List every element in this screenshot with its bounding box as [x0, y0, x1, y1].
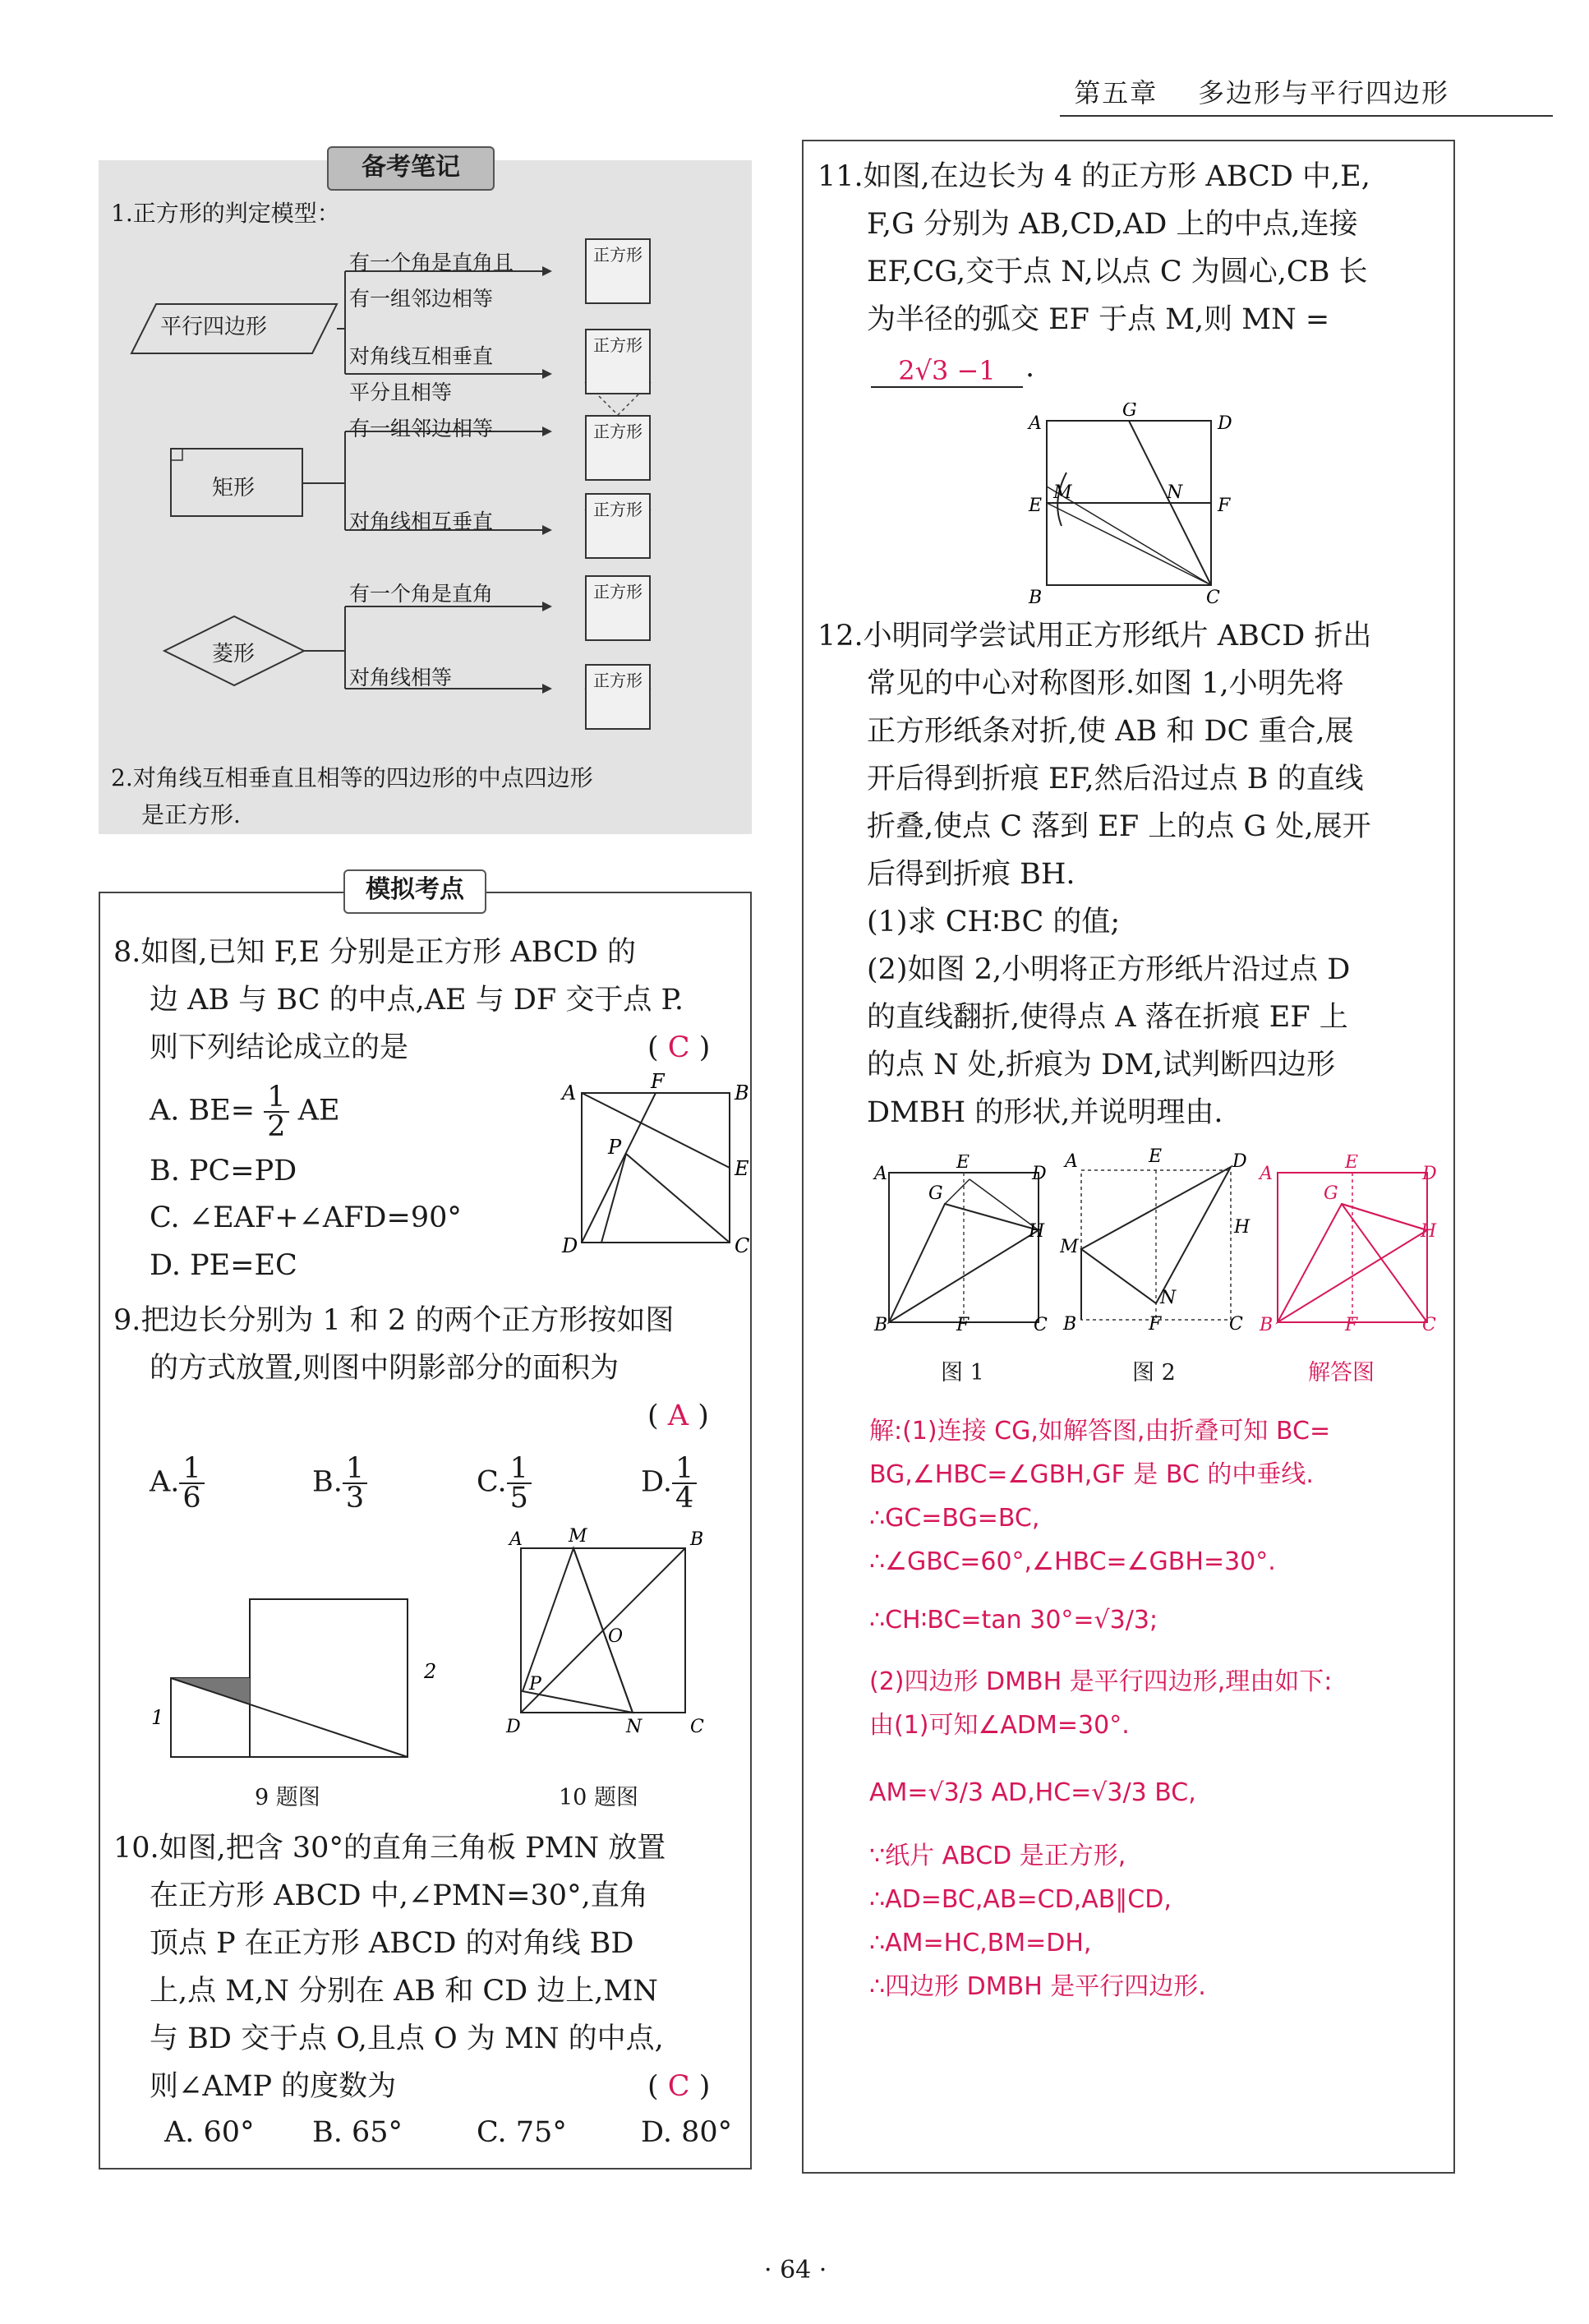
q9-option-a: [150, 1452, 205, 1515]
q12-line-5: 折叠,使点 C 落到 EF 上的点 G 处,展开: [867, 810, 1371, 843]
q11-line-2: F,G 分别为 AB,CD,AD 上的中点,连接: [867, 208, 1358, 241]
svg-text:D: D: [1232, 1151, 1247, 1172]
q12-solution-2: BG,∠HBC=∠GBH,GF 是 BC 的中垂线.: [869, 1460, 1314, 1489]
svg-text:C: C: [1206, 588, 1220, 608]
q12-line-9: 的直线翻折,使得点 A 落在折痕 EF 上: [867, 1001, 1348, 1034]
q12-figure-1: [871, 1155, 1068, 1331]
q8-option-a-den: 2: [267, 1110, 286, 1143]
q10-figure: [493, 1520, 715, 1750]
svg-text:B: B: [1260, 1315, 1274, 1331]
q10-answer-value: C: [667, 2070, 690, 2103]
svg-text:G: G: [1122, 403, 1137, 421]
q12-figure-2: [1060, 1142, 1257, 1331]
q12-solution-8: AM=√3/3 AD,HC=√3/3 BC,: [869, 1778, 1196, 1807]
notes-item-2-line2: 是正方形.: [141, 801, 241, 828]
q12-solution-1: 解:(1)连接 CG,如解答图,由折叠可知 BC=: [869, 1417, 1331, 1446]
svg-text:P: P: [529, 1674, 541, 1695]
q10-line-2: 在正方形 ABCD 中,∠PMN=30°,直角: [150, 1879, 648, 1912]
notes-item-2-line1: 2.对角线互相垂直且相等的四边形的中点四边形: [111, 764, 593, 791]
svg-text:D: D: [1032, 1164, 1047, 1184]
svg-text:B: B: [1029, 588, 1043, 608]
q10-caption: 10 题图: [559, 1785, 638, 1810]
condition-5: 有一组邻边相等: [349, 417, 494, 440]
svg-text:A: A: [1029, 413, 1042, 434]
result-square-1: 正方形: [585, 238, 651, 304]
q8-option-a-fraction: [264, 1083, 288, 1141]
q11-period: .: [1025, 351, 1035, 384]
svg-text:F: F: [956, 1315, 970, 1331]
q8-option-a-num: 1: [264, 1083, 288, 1113]
svg-text:B: B: [1063, 1314, 1077, 1331]
parallelogram-label: 平行四边形: [160, 315, 268, 339]
svg-text:H: H: [1029, 1221, 1045, 1242]
q8-option-a-suffix: AE: [297, 1094, 340, 1127]
svg-text:D: D: [1218, 413, 1232, 434]
result-square-3: 正方形: [585, 415, 651, 481]
q8-figure: [559, 1068, 756, 1266]
svg-text:B: B: [690, 1529, 704, 1550]
svg-text:G: G: [928, 1183, 943, 1204]
q9-option-d-num: 1: [672, 1455, 697, 1484]
q9-option-b-num: 1: [343, 1455, 367, 1484]
svg-text:M: M: [1060, 1237, 1079, 1257]
q12-solution-9: ∵纸片 ABCD 是正方形,: [869, 1842, 1126, 1870]
q9-label-2: 2: [424, 1660, 437, 1683]
q11-line-1: 11.如图,在边长为 4 的正方形 ABCD 中,E,: [818, 160, 1370, 193]
svg-text:E: E: [1149, 1146, 1163, 1167]
q8-line-2: 边 AB 与 BC 的中点,AE 与 DF 交于点 P.: [150, 984, 684, 1017]
svg-text:A: A: [874, 1164, 887, 1184]
q8-option-a-prefix: A. BE=: [150, 1094, 256, 1127]
result-square-2: 正方形: [585, 329, 651, 394]
result-square-4: 正方形: [585, 493, 651, 559]
svg-text:H: H: [1234, 1217, 1250, 1238]
q10-line-1: 10.如图,把含 30°的直角三角板 PMN 放置: [113, 1832, 666, 1865]
q9-option-a-label: A.: [150, 1465, 180, 1499]
svg-text:E: E: [735, 1157, 749, 1180]
svg-text:C: C: [735, 1234, 750, 1257]
q10-answer: ( C ): [647, 2070, 711, 2103]
q8-answer-value: C: [667, 1031, 690, 1064]
q9-option-c: [477, 1452, 532, 1515]
q9-option-b: [312, 1452, 367, 1515]
q11-figure: [1019, 403, 1249, 608]
svg-text:A: A: [1260, 1164, 1273, 1184]
q10-option-d: D. 80°: [641, 2116, 733, 2149]
q9-option-d-den: 4: [675, 1482, 694, 1515]
svg-text:G: G: [1324, 1183, 1338, 1204]
q12-solution-5: ∴CH∶BC=tan 30°=√3/3;: [869, 1606, 1158, 1635]
condition-7: 有一个角是直角: [349, 582, 494, 606]
q11-line-4: 为半径的弧交 EF 于点 M,则 MN =: [867, 303, 1330, 336]
q12-solution-11: ∴AM=HC,BM=DH,: [869, 1929, 1092, 1957]
q12-line-4: 开后得到折痕 EF,然后沿过点 B 的直线: [867, 763, 1364, 795]
q12-line-6: 后得到折痕 BH.: [867, 858, 1075, 891]
q10-option-a: A. 60°: [164, 2116, 255, 2149]
svg-text:N: N: [626, 1717, 643, 1737]
q12-line-10: 的点 N 处,折痕为 DM,试判断四边形: [867, 1049, 1336, 1081]
q12-caption-answer: 解答图: [1308, 1360, 1375, 1386]
q9-option-d: [641, 1452, 697, 1515]
q12-line-8: (2)如图 2,小明将正方形纸片沿过点 D: [867, 953, 1351, 986]
q9-option-b-den: 3: [345, 1482, 365, 1515]
q12-solution-10: ∴AD=BC,AB=CD,AB∥CD,: [869, 1885, 1172, 1914]
q9-option-a-num: 1: [179, 1455, 204, 1484]
rectangle-label: 矩形: [212, 476, 256, 500]
svg-text:M: M: [569, 1526, 587, 1547]
svg-text:D: D: [506, 1717, 521, 1737]
svg-text:O: O: [608, 1626, 624, 1647]
q10-option-c: C. 75°: [477, 2116, 567, 2149]
q10-line-5: 与 BD 交于点 O,且点 O 为 MN 的中点,: [150, 2022, 664, 2055]
svg-text:D: D: [1422, 1164, 1437, 1184]
q8-answer: ( C ): [647, 1031, 711, 1064]
q12-answer-figure: [1253, 1155, 1450, 1331]
chapter-label: 第五章: [1074, 77, 1158, 108]
section-title: 模拟考点: [343, 869, 486, 914]
svg-text:C: C: [1229, 1314, 1243, 1331]
svg-text:A: A: [562, 1081, 577, 1104]
q8-line-1: 8.如图,已知 F,E 分别是正方形 ABCD 的: [113, 936, 637, 969]
q9-line-1: 9.把边长分别为 1 和 2 的两个正方形按如图: [113, 1304, 675, 1337]
q9-option-a-den: 6: [182, 1482, 201, 1515]
svg-text:E: E: [1029, 496, 1043, 516]
q9-option-c-num: 1: [507, 1455, 532, 1484]
svg-text:E: E: [1345, 1155, 1359, 1173]
q12-solution-7: 由(1)可知∠ADM=30°.: [869, 1711, 1130, 1740]
q12-solution-3: ∴GC=BG=BC,: [869, 1504, 1040, 1533]
svg-text:B: B: [735, 1081, 749, 1104]
svg-text:H: H: [1421, 1221, 1437, 1242]
q9-option-c-label: C.: [477, 1465, 507, 1499]
q12-line-3: 正方形纸条对折,使 AB 和 DC 重合,展: [867, 715, 1354, 748]
svg-text:F: F: [1345, 1315, 1358, 1331]
q12-caption-fig2: 图 2: [1132, 1360, 1176, 1386]
page-header: [1074, 72, 1449, 110]
page-number: · 64 ·: [764, 2256, 827, 2285]
q9-answer-value: A: [667, 1399, 689, 1432]
condition-6: 对角线相互垂直: [349, 510, 494, 533]
q8-option-b: B. PC=PD: [150, 1155, 297, 1187]
q10-option-b: B. 65°: [312, 2116, 403, 2149]
q12-line-11: DMBH 的形状,并说明理由.: [867, 1096, 1223, 1129]
q10-line-3: 顶点 P 在正方形 ABCD 的对角线 BD: [150, 1927, 634, 1960]
svg-text:D: D: [562, 1234, 578, 1257]
svg-text:B: B: [874, 1315, 888, 1331]
svg-text:C: C: [690, 1717, 704, 1737]
q12-solution-6: (2)四边形 DMBH 是平行四边形,理由如下:: [869, 1667, 1333, 1696]
q10-line-6: 则∠AMP 的度数为: [150, 2070, 397, 2103]
condition-8: 对角线相等: [349, 666, 453, 689]
q9-figure: [148, 1578, 444, 1767]
condition-4: 平分且相等: [349, 380, 453, 404]
rhombus-label: 菱形: [212, 642, 256, 666]
svg-text:A: A: [1065, 1151, 1078, 1172]
svg-text:F: F: [651, 1070, 665, 1093]
notes-title: 备考笔记: [327, 146, 495, 191]
svg-text:M: M: [1053, 482, 1072, 503]
condition-1: 有一个角是直角且: [349, 251, 514, 274]
notes-item-1: 1.正方形的判定模型：: [111, 200, 340, 227]
q10-line-4: 上,点 M,N 分别在 AB 和 CD 边上,MN: [150, 1975, 658, 2008]
q9-option-d-label: D.: [641, 1465, 672, 1499]
svg-text:N: N: [1167, 482, 1183, 503]
q9-answer: ( A ): [647, 1399, 709, 1432]
q8-option-d: D. PE=EC: [150, 1249, 297, 1282]
q11-line-3: EF,CG,交于点 N,以点 C 为圆心,CB 长: [867, 256, 1368, 288]
q9-label-1: 1: [151, 1706, 164, 1729]
q12-line-1: 12.小明同学尝试用正方形纸片 ABCD 折出: [818, 620, 1372, 652]
q12-line-2: 常见的中心对称图形.如图 1,小明先将: [867, 667, 1344, 700]
q9-caption: 9 题图: [255, 1785, 320, 1810]
result-square-6: 正方形: [585, 664, 651, 730]
svg-text:A: A: [509, 1529, 523, 1550]
q12-solution-12: ∴四边形 DMBH 是平行四边形.: [869, 1972, 1206, 2001]
q11-answer-blank: [871, 355, 1023, 388]
svg-text:F: F: [1218, 496, 1231, 516]
q8-option-a: [150, 1083, 340, 1141]
q12-solution-4: ∴∠GBC=60°,∠HBC=∠GBH=30°.: [869, 1547, 1276, 1576]
svg-text:N: N: [1160, 1288, 1177, 1308]
q9-line-2: 的方式放置,则图中阴影部分的面积为: [150, 1352, 619, 1385]
svg-text:F: F: [1149, 1314, 1162, 1331]
chapter-title: 多边形与平行四边形: [1197, 77, 1449, 108]
header-rule: [1060, 115, 1553, 117]
q8-option-c: C. ∠EAF+∠AFD=90°: [150, 1201, 462, 1234]
svg-text:E: E: [956, 1155, 970, 1173]
q9-option-c-den: 5: [509, 1482, 528, 1515]
q12-line-7: (1)求 CH∶BC 的值;: [867, 906, 1121, 938]
q11-answer-value: 2√3 −1: [898, 355, 996, 386]
q9-option-b-label: B.: [312, 1465, 343, 1499]
svg-text:P: P: [608, 1136, 622, 1159]
condition-3: 对角线互相垂直: [349, 344, 494, 368]
condition-2: 有一组邻边相等: [349, 287, 494, 311]
svg-text:C: C: [1422, 1315, 1436, 1331]
q12-caption-fig1: 图 1: [941, 1360, 984, 1386]
result-square-5: 正方形: [585, 575, 651, 641]
svg-text:C: C: [1034, 1315, 1048, 1331]
q8-line-3: 则下列结论成立的是: [150, 1031, 409, 1064]
